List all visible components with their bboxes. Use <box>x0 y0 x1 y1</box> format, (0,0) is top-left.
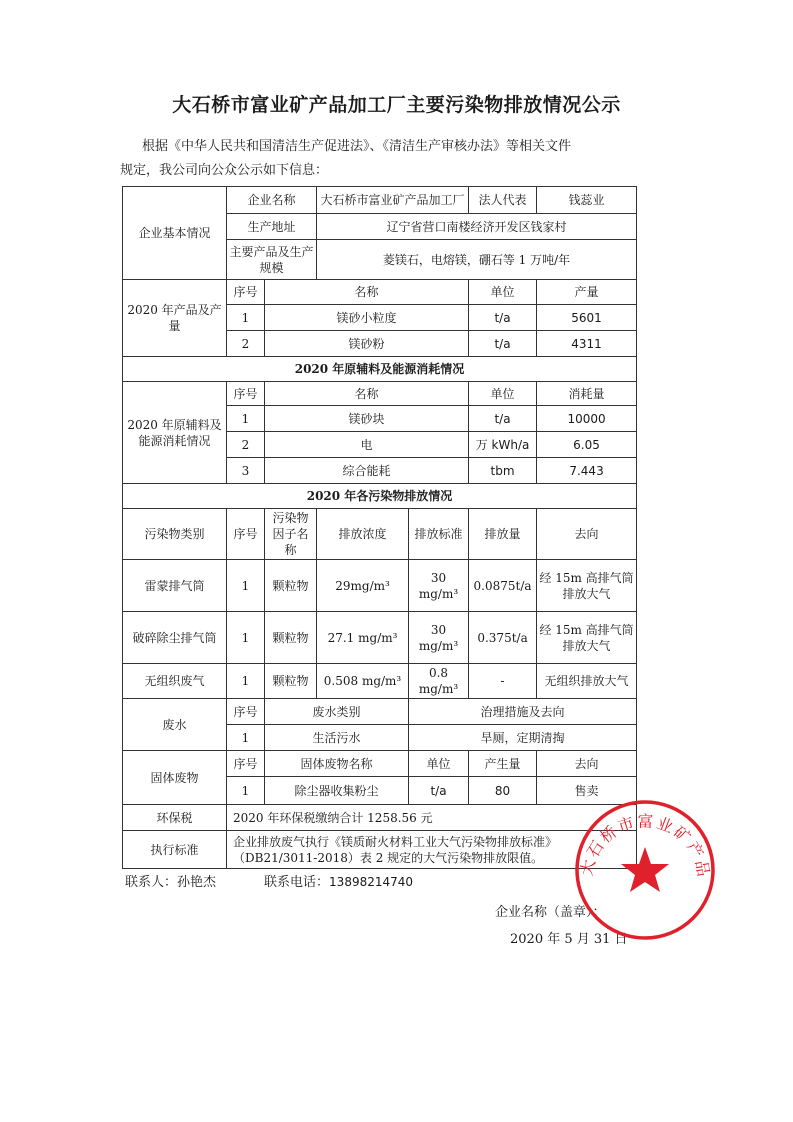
company-name-label: 企业名称 <box>227 187 317 214</box>
legal-rep-value: 钱蕊业 <box>537 187 637 214</box>
products-row-output: 5601 <box>537 305 637 331</box>
pollutant-concentration: 27.1 mg/m³ <box>317 612 409 664</box>
pollutants-header-amount: 排放量 <box>469 509 537 560</box>
pollutant-standard: 30 mg/m³ <box>409 560 469 612</box>
standard-label: 执行标准 <box>123 831 227 869</box>
pollutant-no: 1 <box>227 612 265 664</box>
products-scale-value: 菱镁石，电熔镁，硼石等 1 万吨/年 <box>317 240 637 280</box>
materials-row-unit: tbm <box>469 458 537 484</box>
wastewater-row-treatment: 旱厕，定期清掏 <box>409 725 637 751</box>
materials-row-no: 3 <box>227 458 265 484</box>
solid-header-amount: 产生量 <box>469 751 537 777</box>
pollutants-header-category: 污染物类别 <box>123 509 227 560</box>
pollutant-factor: 颗粒物 <box>265 664 317 699</box>
solid-header-unit: 单位 <box>409 751 469 777</box>
basic-section-label: 企业基本情况 <box>123 187 227 280</box>
products-header-output: 产量 <box>537 280 637 305</box>
legal-rep-label: 法人代表 <box>469 187 537 214</box>
pollutant-category: 雷蒙排气筒 <box>123 560 227 612</box>
materials-row-amount: 7.443 <box>537 458 637 484</box>
contact-person-label: 联系人： <box>125 875 178 890</box>
materials-row-no: 2 <box>227 432 265 458</box>
materials-row-no: 1 <box>227 406 265 432</box>
pollutant-category: 破碎除尘排气筒 <box>123 612 227 664</box>
products-section-label: 2020 年产品及产量 <box>123 280 227 357</box>
pollutant-standard: 30 mg/m³ <box>409 612 469 664</box>
materials-row-unit: 万 kWh/a <box>469 432 537 458</box>
products-header-name: 名称 <box>265 280 469 305</box>
address-value: 辽宁省营口南楼经济开发区钱家村 <box>317 214 637 240</box>
solid-header-name: 固体废物名称 <box>265 751 409 777</box>
contact-phone-label: 联系电话： <box>264 875 330 890</box>
solid-row-destination: 售卖 <box>537 777 637 805</box>
pollutants-header-concentration: 排放浓度 <box>317 509 409 560</box>
pollutant-concentration: 29mg/m³ <box>317 560 409 612</box>
solid-row-unit: t/a <box>409 777 469 805</box>
solid-row-name: 除尘器收集粉尘 <box>265 777 409 805</box>
seal-star-icon <box>621 847 669 892</box>
pollutant-no: 1 <box>227 560 265 612</box>
pollutants-header-no: 序号 <box>227 509 265 560</box>
signature-line: 企业名称（盖章）： <box>495 905 606 920</box>
pollutant-destination: 经 15m 高排气筒排放大气 <box>537 560 637 612</box>
pollutant-no: 1 <box>227 664 265 699</box>
pollutant-category: 无组织废气 <box>123 664 227 699</box>
wastewater-header-treatment: 治理措施及去向 <box>409 699 637 725</box>
contact-person: 孙艳杰 <box>177 875 217 890</box>
products-row-name: 镁砂粉 <box>265 331 469 357</box>
pollutant-destination: 经 15m 高排气筒排放大气 <box>537 612 637 664</box>
disclosure-table <box>122 186 637 869</box>
materials-header-unit: 单位 <box>469 382 537 406</box>
pollutant-amount: 0.0875t/a <box>469 560 537 612</box>
products-row-unit: t/a <box>469 331 537 357</box>
intro-line-2: 规定，我公司向公众公示如下信息： <box>120 163 329 178</box>
address-label: 生产地址 <box>227 214 317 240</box>
company-seal <box>570 795 720 945</box>
materials-row-unit: t/a <box>469 406 537 432</box>
page-title: 大石桥市富业矿产品加工厂主要污染物排放情况公示 <box>172 94 621 116</box>
products-row-no: 2 <box>227 331 265 357</box>
tax-value: 2020 年环保税缴纳合计 1258.56 元 <box>227 805 637 831</box>
solid-row-amount: 80 <box>469 777 537 805</box>
products-row-no: 1 <box>227 305 265 331</box>
contact-phone: 13898214740 <box>329 875 414 889</box>
intro-paragraph <box>120 135 680 183</box>
products-row-output: 4311 <box>537 331 637 357</box>
seal-graphic <box>570 795 720 945</box>
contact-info <box>125 871 413 890</box>
pollutants-header-factor: 污染物因子名称 <box>265 509 317 560</box>
materials-section-label: 2020 年原辅料及能源消耗情况 <box>123 382 227 484</box>
pollutant-factor: 颗粒物 <box>265 560 317 612</box>
company-name-value: 大石桥市富业矿产品加工厂 <box>317 187 469 214</box>
products-scale-label: 主要产品及生产规模 <box>227 240 317 280</box>
solid-header-destination: 去向 <box>537 751 637 777</box>
document-date: 2020 年 5 月 31 日 <box>510 932 628 947</box>
materials-row-amount: 6.05 <box>537 432 637 458</box>
pollutant-concentration: 0.508 mg/m³ <box>317 664 409 699</box>
materials-row-name: 电 <box>265 432 469 458</box>
wastewater-row-no: 1 <box>227 725 265 751</box>
wastewater-header-type: 废水类别 <box>265 699 409 725</box>
pollutant-amount: - <box>469 664 537 699</box>
products-row-name: 镁砂小粒度 <box>265 305 469 331</box>
products-row-unit: t/a <box>469 305 537 331</box>
intro-line-1: 根据《中华人民共和国清洁生产促进法》、《清洁生产审核办法》等相关文件 <box>142 139 572 154</box>
solid-waste-label: 固体废物 <box>123 751 227 805</box>
wastewater-header-no: 序号 <box>227 699 265 725</box>
pollutant-destination: 无组织排放大气 <box>537 664 637 699</box>
materials-header-no: 序号 <box>227 382 265 406</box>
materials-header-name: 名称 <box>265 382 469 406</box>
materials-section-title: 2020 年原辅料及能源消耗情况 <box>123 357 637 382</box>
pollutant-factor: 颗粒物 <box>265 612 317 664</box>
pollutants-header-standard: 排放标准 <box>409 509 469 560</box>
wastewater-row-type: 生活污水 <box>265 725 409 751</box>
materials-row-amount: 10000 <box>537 406 637 432</box>
materials-header-amount: 消耗量 <box>537 382 637 406</box>
pollutant-standard: 0.8 mg/m³ <box>409 664 469 699</box>
seal-text: 大石桥市富业矿产品 <box>576 811 714 880</box>
standard-value: 企业排放废气执行《镁质耐火材料工业大气污染物排放标准》（DB21/3011-2018）表 2 规定的大气污染物排放限值。 <box>227 831 637 869</box>
tax-label: 环保税 <box>123 805 227 831</box>
pollutant-amount: 0.375t/a <box>469 612 537 664</box>
solid-row-no: 1 <box>227 777 265 805</box>
materials-row-name: 综合能耗 <box>265 458 469 484</box>
products-header-unit: 单位 <box>469 280 537 305</box>
pollutants-header-destination: 去向 <box>537 509 637 560</box>
wastewater-label: 废水 <box>123 699 227 751</box>
pollutants-section-title: 2020 年各污染物排放情况 <box>123 484 637 509</box>
products-header-no: 序号 <box>227 280 265 305</box>
solid-header-no: 序号 <box>227 751 265 777</box>
materials-row-name: 镁砂块 <box>265 406 469 432</box>
